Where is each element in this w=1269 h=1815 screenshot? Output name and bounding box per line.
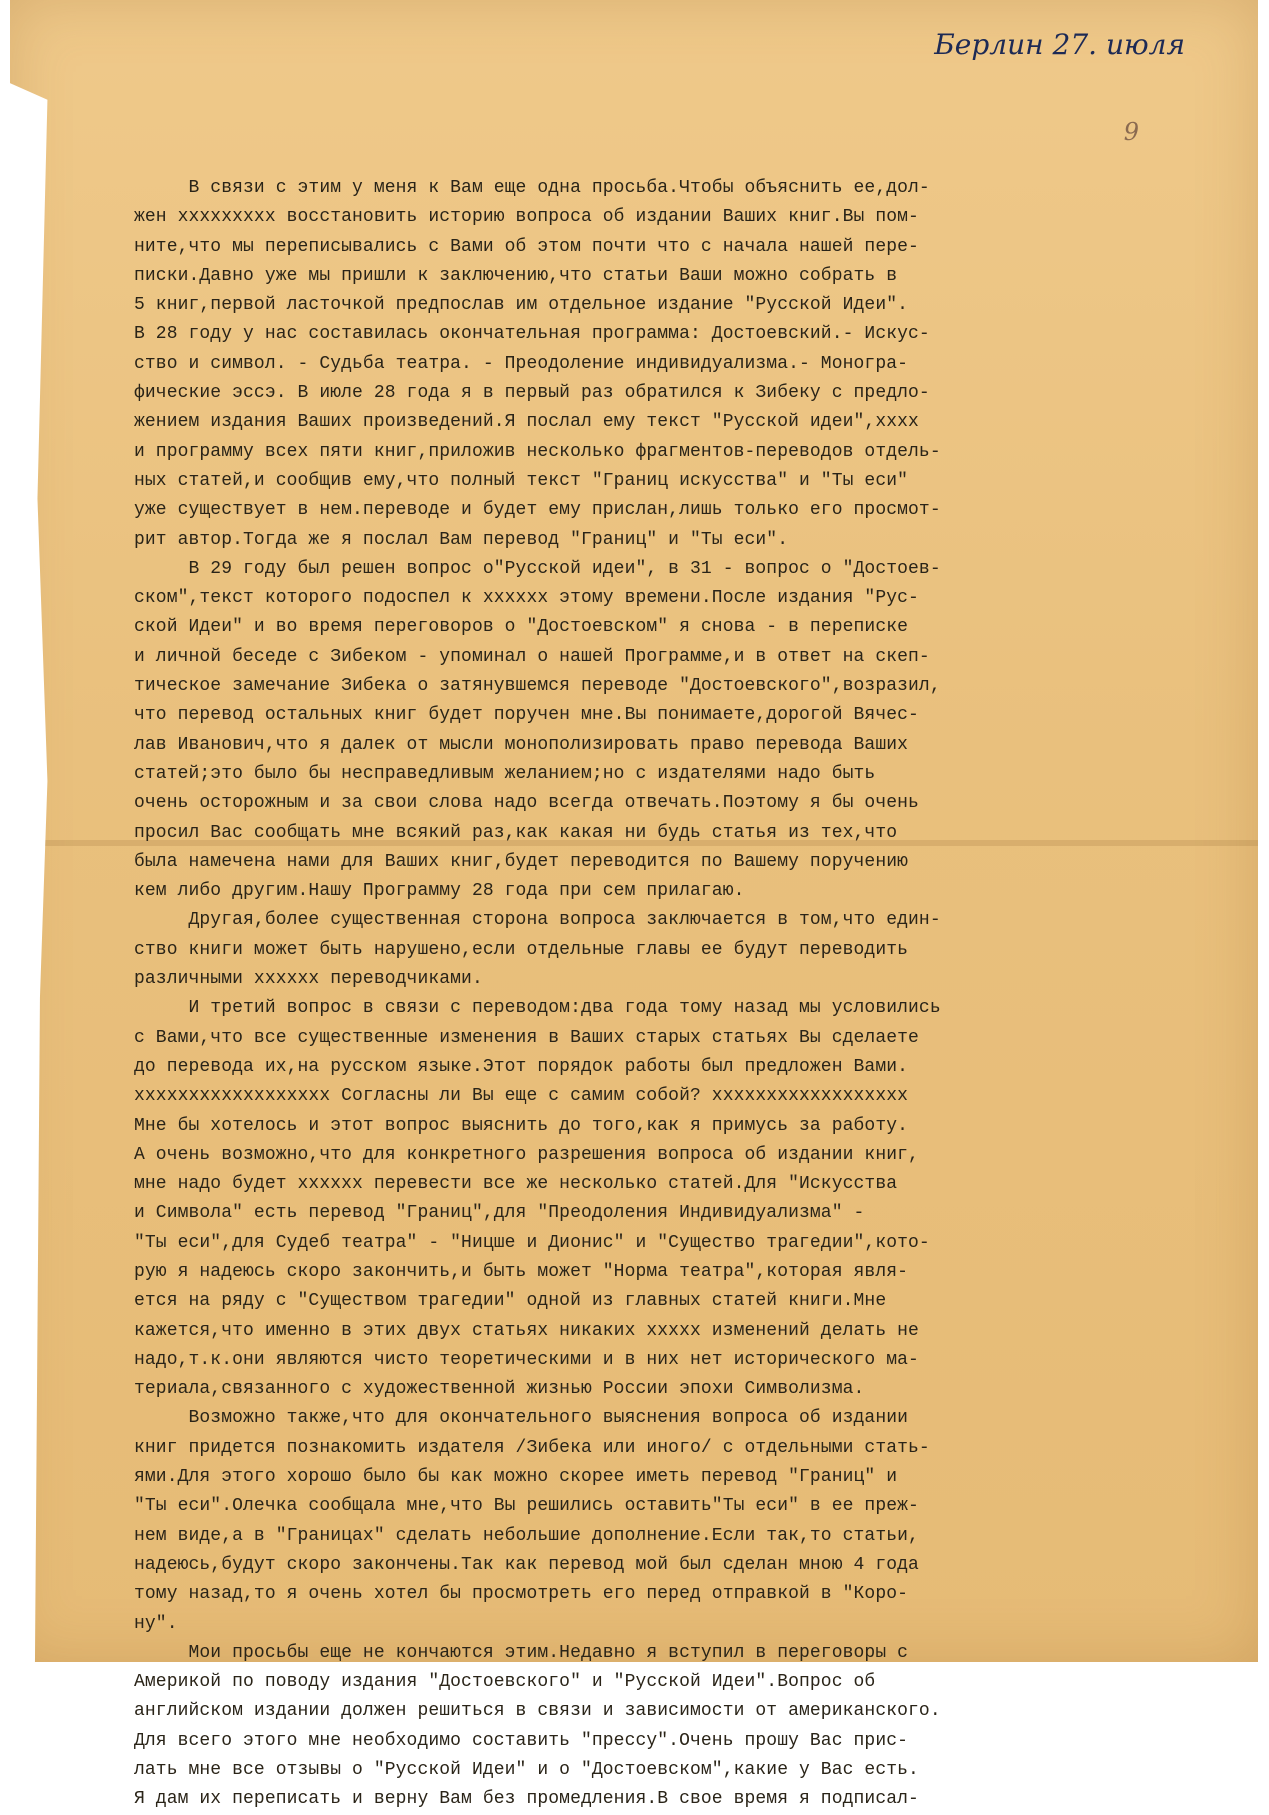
handwritten-date-note: Берлин 27. июля <box>934 28 1185 61</box>
letter-line: рит автор.Тогда же я послал Вам перевод "Границ" и "Ты еси". <box>134 529 789 550</box>
letter-line: В 28 году у нас составилась окончательная программа: Достоевский.- Искус- <box>134 324 930 345</box>
letter-line: что перевод остальных книг будет поручен мне.Вы понимаете,дорогой Вячес- <box>134 705 919 726</box>
letter-line: кем либо другим.Нашу Программу 28 года при сем прилагаю. <box>134 881 745 902</box>
letter-line: кажется,что именно в этих двух статьях никаких xxxxx изменений делать не <box>134 1320 919 1341</box>
letter-line: книг придется познакомить издателя /Зибека или иного/ с отдельными стать- <box>134 1437 930 1458</box>
page-number: 9 <box>1123 118 1139 146</box>
letter-line: А очень возможно,что для конкретного разрешения вопроса об издании книг, <box>134 1144 919 1165</box>
letter-line: Америкой по поводу издания "Достоевского" и "Русской Идеи".Вопрос об <box>134 1672 876 1693</box>
letter-line: статей;это было бы несправедливым желанием;но с издателями надо быть <box>134 763 876 784</box>
letter-line: Возможно также,что для окончательного выяснения вопроса об издании <box>134 1408 909 1429</box>
letter-line: ство книги может быть нарушено,если отдельные главы ее будут переводить <box>134 939 909 960</box>
letter-line: надо,т.к.они являются чисто теоретическими и в них нет исторического ма- <box>134 1349 919 1370</box>
letter-line: жением издания Ваших произведений.Я послал ему текст "Русской идеи",xxxx <box>134 412 919 433</box>
letter-line: очень осторожным и за свои слова надо всегда отвечать.Поэтому я бы очень <box>134 793 919 814</box>
letter-line: фические эссэ. В июле 28 года я в первый раз обратился к Зибеку с предло- <box>134 383 930 404</box>
letter-line: ните,что мы переписывались с Вами об этом почти что с начала нашей пере- <box>134 236 919 257</box>
letter-line: тому назад,то я очень хотел бы просмотреть его перед отправкой в "Коро- <box>134 1584 909 1605</box>
letter-line: В 29 году был решен вопрос о"Русской идеи", в 31 - вопрос о "Достоев- <box>134 558 941 579</box>
letter-line: "Ты еси".Олечка сообщала мне,что Вы решились оставить"Ты еси" в ее преж- <box>134 1496 919 1517</box>
letter-line: английском издании должен решиться в связи и зависимости от американского. <box>134 1701 941 1722</box>
letter-line: и программу всех пяти книг,приложив несколько фрагментов-переводов отдель- <box>134 441 941 462</box>
letter-line: 5 книг,первой ласточкой предпослав им отдельное издание "Русской Идеи". <box>134 295 909 316</box>
letter-line: лать мне все отзывы о "Русской Идеи" и о "Достоевском",какие у Вас есть. <box>134 1760 919 1781</box>
letter-line: ну". <box>134 1613 178 1634</box>
letter-line: писки.Давно уже мы пришли к заключению,что статьи Ваши можно собрать в <box>134 265 898 286</box>
letter-line: просил Вас сообщать мне всякий раз,как какая ни будь статья из тех,что <box>134 822 898 843</box>
letter-line: с Вами,что все существенные изменения в Ваших старых статьях Вы сделаете <box>134 1027 919 1048</box>
letter-line: xxxxxxxxxxxxxxxxxx Согласны ли Вы еще с самим собой? xxxxxxxxxxxxxxxxxx <box>134 1086 909 1107</box>
letter-line: и личной беседе с Зибеком - упоминал о нашей Программе,и в ответ на скеп- <box>134 646 930 667</box>
letter-line: жен xxxxxxxxx восстановить историю вопроса об издании Ваших книг.Вы пом- <box>134 207 919 228</box>
letter-line: различными xxxxxx переводчиками. <box>134 969 483 990</box>
letter-line: надеюсь,будут скоро закончены.Так как перевод мой был сделан мною 4 года <box>134 1554 919 1575</box>
letter-line: ском",текст которого подоспел к xxxxxx этому времени.После издания "Рус- <box>134 588 919 609</box>
letter-line: ных статей,и сообщив ему,что полный текст "Границ искусства" и "Ты еси" <box>134 470 909 491</box>
letter-line: была намечена нами для Ваших книг,будет переводится по Вашему поручению <box>134 851 909 872</box>
letter-line: "Ты еси",для Судеб театра" - "Ницше и Дионис" и "Существо трагедии",кото- <box>134 1232 930 1253</box>
letter-line: уже существует в нем.переводе и будет ему прислан,лишь только его просмот- <box>134 500 941 521</box>
letter-line: ской Идеи" и во время переговоров о "Достоевском" я снова - в переписке <box>134 617 909 638</box>
letter-line: Я дам их переписать и верну Вам без промедления.В свое время я подписал- <box>134 1789 919 1810</box>
letter-line: териала,связанного с художественной жизнью России эпохи Символизма. <box>134 1379 865 1400</box>
letter-line: рую я надеюсь скоро закончить,и быть может "Норма театра",которая явля- <box>134 1261 909 1282</box>
letter-line: Мне бы хотелось и этот вопрос выяснить до того,как я примусь за работу. <box>134 1115 909 1136</box>
letter-line: ями.Для этого хорошо было бы как можно скорее иметь перевод "Границ" и <box>134 1467 898 1488</box>
letter-line: Мои просьбы еще не кончаются этим.Недавно я вступил в переговоры с <box>134 1642 909 1663</box>
letter-line: ется на ряду с "Существом трагедии" одной из главных статей книги.Мне <box>134 1291 887 1312</box>
letter-line: ство и символ. - Судьба театра. - Преодоление индивидуализма.- Моногра- <box>134 353 909 374</box>
letter-line: и Символа" есть перевод "Границ",для "Преодоления Индивидуализма" - <box>134 1203 865 1224</box>
letter-line: Другая,более существенная сторона вопроса заключается в том,что един- <box>134 910 941 931</box>
letter-line: нем виде,а в "Границах" сделать небольшие дополнение.Если так,то статьи, <box>134 1525 919 1546</box>
letter-line: И третий вопрос в связи с переводом:два года тому назад мы условились <box>134 998 941 1019</box>
letter-body <box>134 174 1244 1815</box>
letter-line: лав Иванович,что я далек от мысли монополизировать право перевода Ваших <box>134 734 909 755</box>
letter-line: тическое замечание Зибека о затянувшемся переводе "Достоевского",возразил, <box>134 676 941 697</box>
letter-line: Для всего этого мне необходимо составить "прессу".Очень прошу Вас прис- <box>134 1730 909 1751</box>
letter-line: В связи с этим у меня к Вам еще одна просьба.Чтобы объяснить ее,дол- <box>134 178 930 198</box>
letter-line: мне надо будет xxxxxx перевести все же несколько статей.Для "Искусства <box>134 1174 898 1195</box>
letter-line: до перевода их,на русском языке.Этот порядок работы был предложен Вами. <box>134 1056 909 1077</box>
